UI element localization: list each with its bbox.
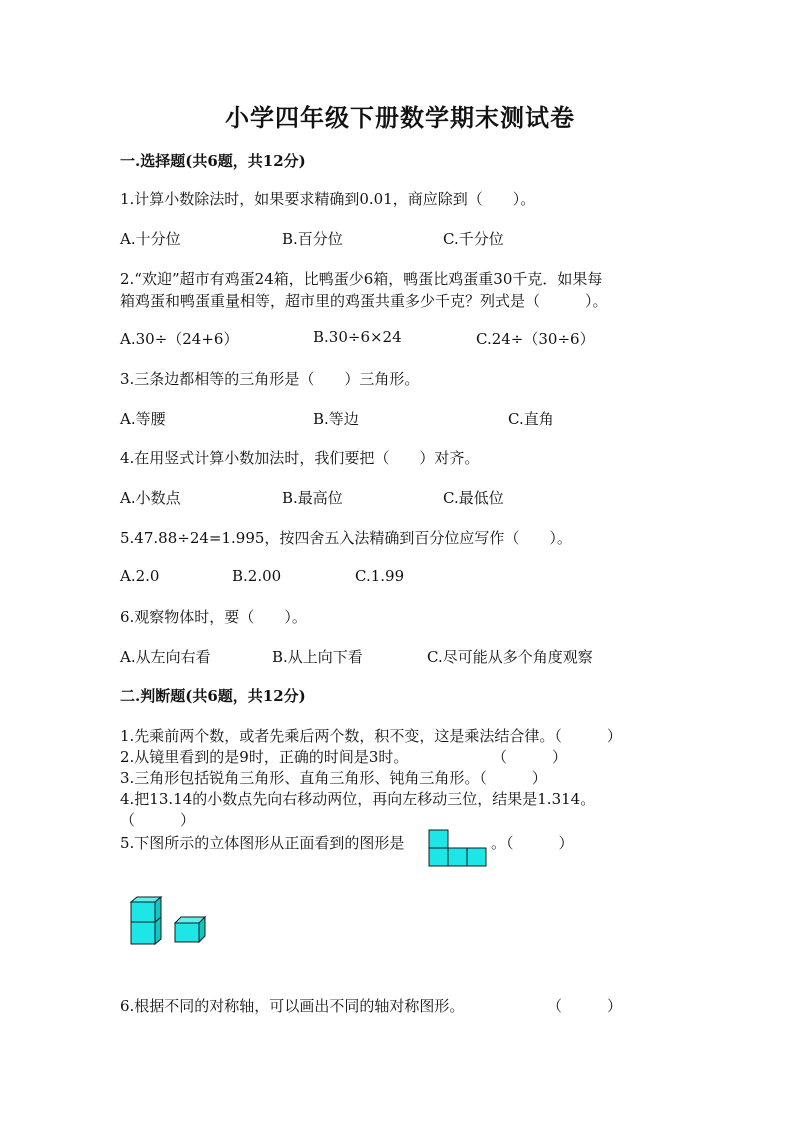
solid-figure-cubes <box>128 893 212 948</box>
q6-option-b: B.从上向下看 <box>272 648 363 666</box>
judge-item-4: 4.把13.14的小数点先向右移动两位，再向左移动三位，结果是1.314。 <box>120 790 596 808</box>
judge-item-5-bracket: 。（ ） <box>491 834 574 852</box>
q6-option-c: C.尽可能从多个角度观察 <box>427 648 593 666</box>
cube-single-front <box>175 923 199 942</box>
front-view-square-bottom-right <box>467 848 486 866</box>
front-view-square-bottom-left <box>429 848 448 866</box>
front-view-figure <box>428 829 488 869</box>
judge-item-4-bracket: （ ） <box>120 811 196 829</box>
question-1: 1.计算小数除法时，如果要求精确到0.01，商应除到（ ）。 <box>120 190 536 208</box>
cube-stack-bottom-front <box>131 922 155 944</box>
q5-option-c: C.1.99 <box>355 567 405 585</box>
q2-option-c: C.24÷（30÷6） <box>476 330 595 348</box>
q1-option-c: C.千分位 <box>443 230 504 248</box>
judge-item-3: 3.三角形包括锐角三角形、直角三角形、钝角三角形。（ ） <box>120 769 547 787</box>
front-view-square-top <box>429 830 448 848</box>
question-2-line2: 箱鸡蛋和鸭蛋重量相等，超市里的鸡蛋共重多少千克？列式是（ ）。 <box>120 292 608 310</box>
section-heading-choice: 一.选择题(共6题，共12分) <box>120 152 306 170</box>
q5-option-b: B.2.00 <box>232 567 282 585</box>
question-3: 3.三条边都相等的三角形是（ ）三角形。 <box>120 370 420 388</box>
q2-option-a: A.30÷（24+6） <box>120 330 239 348</box>
question-5: 5.47.88÷24=1.995，按四舍五入法精确到百分位应写作（ ）。 <box>120 529 572 547</box>
judge-item-5: 5.下图所示的立体图形从正面看到的图形是 <box>120 834 405 852</box>
question-4: 4.在用竖式计算小数加法时，我们要把（ ）对齐。 <box>120 449 480 467</box>
q4-option-b: B.最高位 <box>282 489 343 507</box>
page-title: 小学四年级下册数学期末测试卷 <box>225 103 575 132</box>
front-view-square-bottom-mid <box>448 848 467 866</box>
q4-option-a: A.小数点 <box>120 489 181 507</box>
q4-option-c: C.最低位 <box>443 489 504 507</box>
question-6: 6.观察物体时，要（ ）。 <box>120 608 307 626</box>
judge-item-2: 2.从镜里看到的是9时，正确的时间是3时。 <box>120 748 409 766</box>
q2-option-b: B.30÷6×24 <box>313 328 402 346</box>
q6-option-a: A.从左向右看 <box>120 648 211 666</box>
cube-stack-top-front <box>131 902 155 922</box>
q5-option-a: A.2.0 <box>120 567 160 585</box>
q3-option-a: A.等腰 <box>120 410 166 428</box>
cube-stack-top-side <box>155 897 161 922</box>
q1-option-b: B.百分位 <box>282 230 343 248</box>
judge-item-6: 6.根据不同的对称轴，可以画出不同的轴对称图形。 <box>120 997 465 1015</box>
q3-option-b: B.等边 <box>313 410 359 428</box>
question-2-line1: 2.“欢迎”超市有鸡蛋24箱，比鸭蛋少6箱，鸭蛋比鸡蛋重30千克．如果每 <box>120 270 603 288</box>
q3-option-c: C.直角 <box>508 410 554 428</box>
q1-option-a: A.十分位 <box>120 230 181 248</box>
judge-item-6-bracket: （ ） <box>547 997 623 1015</box>
judge-item-2-bracket: （ ） <box>492 748 568 766</box>
section-heading-judgement: 二.判断题(共6题，共12分) <box>120 687 306 705</box>
judge-item-1: 1.先乘前两个数，或者先乘后两个数，积不变，这是乘法结合律。（ ） <box>120 727 622 745</box>
